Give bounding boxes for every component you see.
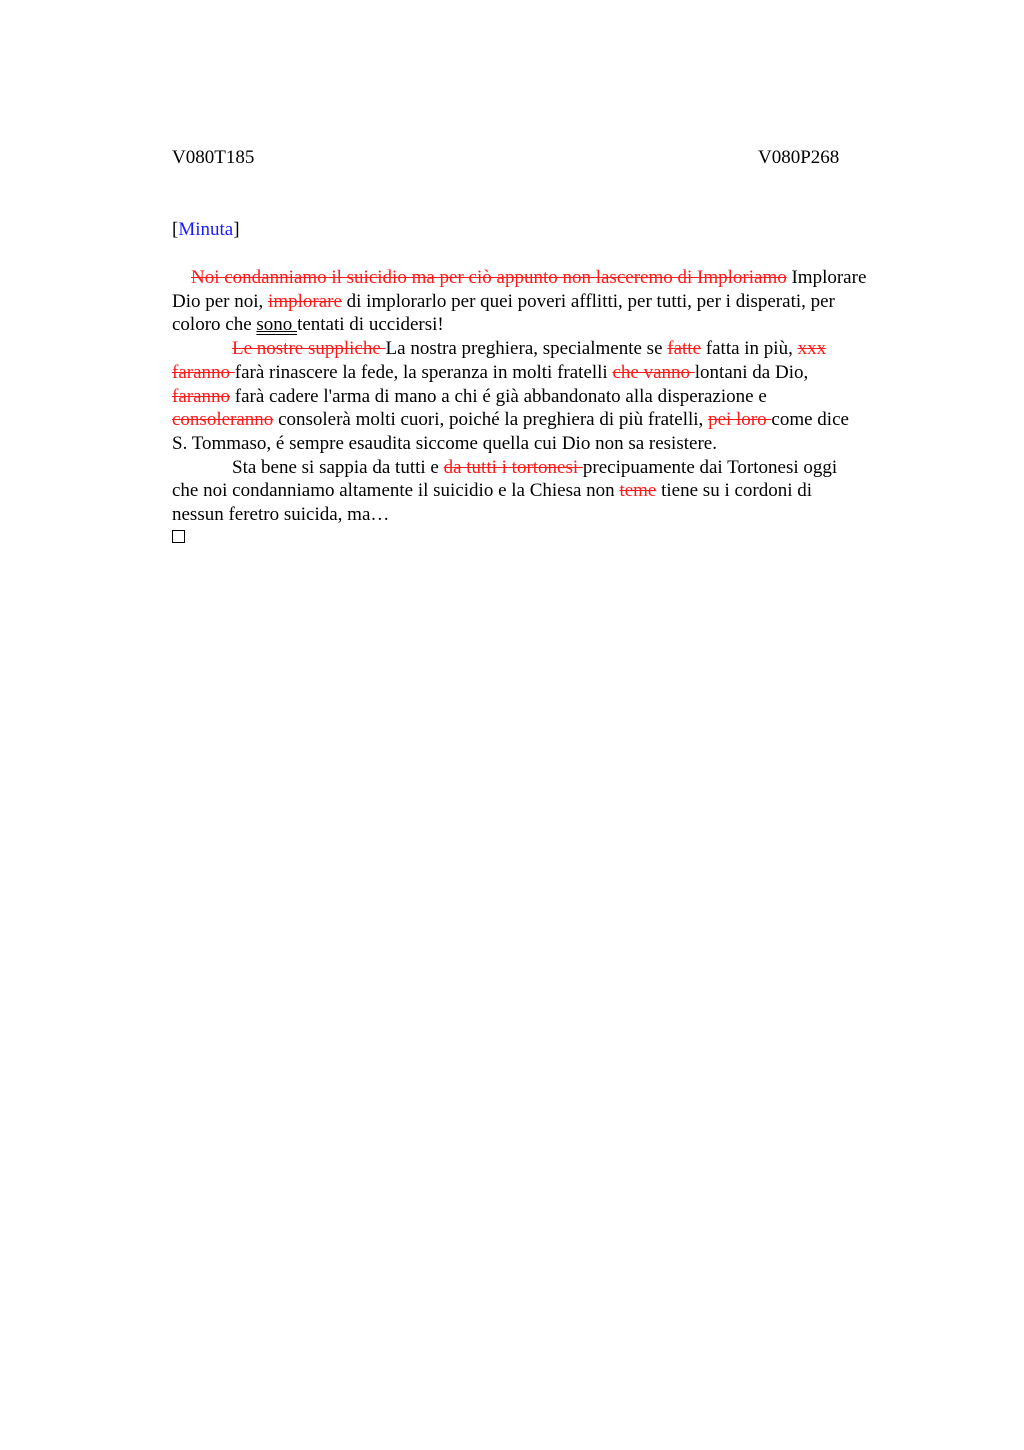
- line-text: che noi condanniamo altamente il suicidio e la Chiesa non: [172, 480, 620, 502]
- deleted-text: Le nostre suppliche: [232, 338, 386, 360]
- deleted-text: Noi condanniamo il suicidio ma per ciò appunto non lasceremo di: [191, 267, 698, 288]
- letter-body: [172, 266, 932, 527]
- draft-label-text: Minuta: [178, 219, 234, 240]
- deleted-text: Imploriamo: [697, 267, 787, 288]
- text-line-7: [172, 408, 932, 432]
- line-text: La nostra preghiera, specialmente se: [385, 338, 668, 360]
- line-text: tentati di uccidersi!: [297, 314, 444, 336]
- deleted-text: che vanno: [612, 361, 695, 383]
- line-text: fatta in più,: [701, 338, 798, 360]
- line-text: consolerà molti cuori, poiché la preghiera di più fratelli,: [273, 409, 709, 431]
- deleted-text: pei loro: [708, 409, 772, 431]
- line-text: di implorarlo per quei poveri afflitti, per tutti, per i disperati, per: [341, 290, 835, 312]
- line-text: lontani da Dio,: [694, 361, 809, 383]
- line-text: come dice: [771, 409, 849, 431]
- line-text: farà cadere l'arma di mano a chi é già abbandonato alla disperazione e: [230, 385, 767, 407]
- line-text: Dio per noi,: [172, 290, 269, 312]
- line-text: Implorare: [786, 267, 867, 288]
- text-line-8: [172, 432, 932, 456]
- line-text: Sta bene si sappia da tutti e: [232, 456, 444, 478]
- text-line-9: [172, 456, 932, 480]
- line-text: coloro che: [172, 314, 257, 336]
- draft-label: [172, 219, 240, 241]
- document-code-left: V080T185: [172, 147, 255, 168]
- document-code-right: V080P268: [758, 147, 840, 168]
- text-line-6: [172, 385, 932, 409]
- deleted-text: xxx: [797, 338, 827, 360]
- bracket-open: [: [172, 219, 179, 240]
- deleted-text: consoleranno: [172, 409, 274, 431]
- text-line-11: [172, 503, 932, 527]
- deleted-text: teme: [619, 480, 657, 502]
- deleted-text: fatte: [667, 338, 702, 360]
- empty-box-icon: [172, 530, 185, 543]
- line-text: S. Tommaso, é sempre esaudita siccome quella cui Dio non sa resistere.: [172, 432, 717, 454]
- deleted-text: faranno: [172, 361, 235, 383]
- text-line-1: [172, 266, 932, 290]
- line-text: precipuamente dai Tortonesi oggi: [582, 456, 838, 478]
- line-text: farà rinascere la fede, la speranza in molti fratelli: [234, 361, 613, 383]
- line-text: nessun feretro suicida, ma…: [172, 504, 390, 526]
- text-line-2: [172, 290, 932, 314]
- line-text: tiene su i cordoni di: [656, 480, 813, 502]
- deleted-text: da tutti i tortonesi: [443, 456, 583, 478]
- deleted-text: implorare: [268, 290, 342, 312]
- text-line-5: [172, 361, 932, 385]
- bracket-close: ]: [233, 219, 240, 240]
- text-line-10: [172, 479, 932, 503]
- text-line-4: [172, 337, 932, 361]
- underlined-text: sono: [256, 314, 298, 336]
- text-line-3: [172, 313, 932, 337]
- deleted-text: faranno: [172, 385, 231, 407]
